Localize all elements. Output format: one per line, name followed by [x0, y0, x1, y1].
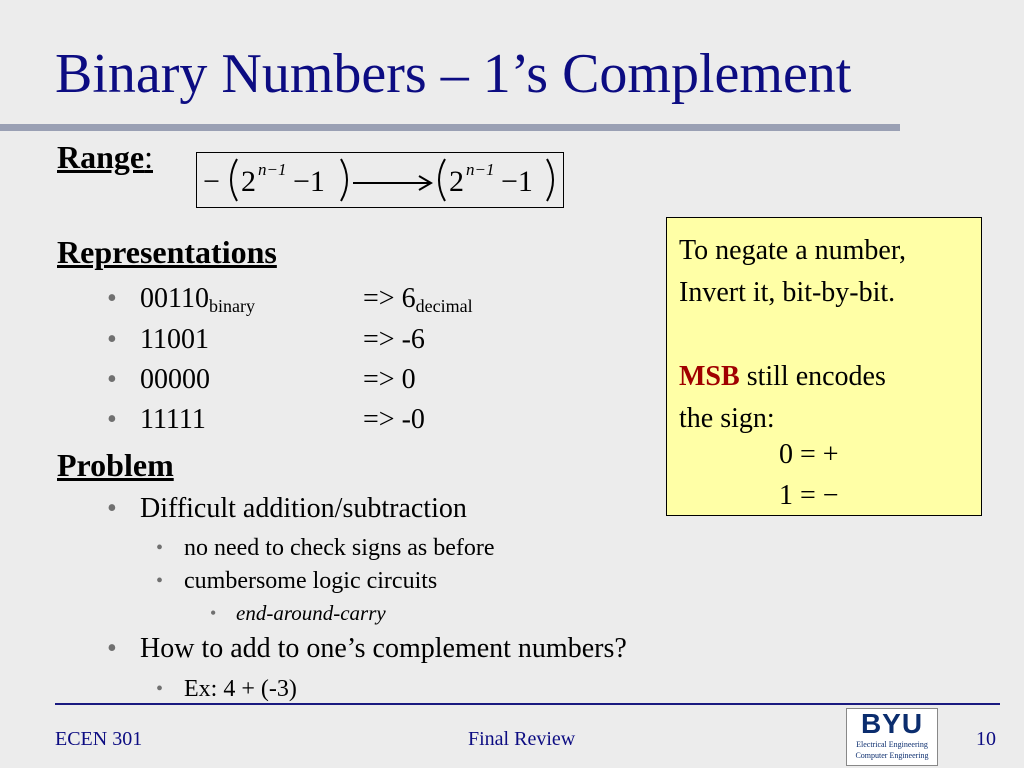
byu-logo: [846, 708, 938, 766]
formula-minus-one-1: −1: [293, 165, 325, 198]
representation-code-sub: binary: [208, 296, 255, 316]
representations-heading: Representations: [57, 234, 277, 270]
sign-row-zero: 0 = +: [779, 439, 839, 470]
problem-subitem: [156, 535, 495, 561]
problem-item-text: Difficult addition/subtraction: [140, 493, 467, 524]
representation-item: [107, 404, 425, 436]
problem-heading: Problem: [57, 447, 174, 483]
representation-code: 00110: [140, 283, 209, 314]
formula-exp-1: n−1: [258, 160, 287, 179]
title-divider: [0, 124, 900, 131]
note-line-rest: still encodes: [739, 361, 886, 392]
problem-subitem-text: no need to check signs as before: [184, 535, 495, 561]
representation-value-sub: decimal: [415, 296, 473, 316]
representation-code: 11111: [140, 404, 206, 435]
note-line: To negate a number,: [679, 235, 907, 266]
representation-value: => 0: [363, 364, 416, 395]
range-formula: [196, 152, 564, 208]
bullet-dot: •: [156, 570, 164, 592]
bullet-dot: •: [210, 603, 217, 623]
representation-item: [107, 364, 416, 396]
note-spacer: [679, 314, 969, 356]
bullet-dot: •: [107, 493, 117, 524]
representation-item: [107, 324, 425, 356]
problem-item: [107, 493, 467, 525]
range-colon: :: [144, 139, 153, 175]
note-line: Invert it, bit-by-bit.: [679, 277, 896, 308]
formula-minus-one-2: −1: [501, 165, 533, 198]
problem-subsubitem: [210, 601, 386, 625]
bullet-dot: •: [156, 678, 164, 700]
representation-value: => -0: [363, 404, 425, 435]
problem-subsubitem-text: end-around-carry: [236, 601, 386, 625]
representation-value: => -6: [363, 324, 425, 355]
bullet-dot: •: [107, 324, 117, 355]
bullet-dot: •: [107, 364, 117, 395]
formula-left-paren-2: [439, 159, 445, 201]
footer-divider: [55, 703, 1000, 705]
formula-right-paren-2: [547, 159, 553, 201]
msb-label: MSB: [679, 361, 740, 392]
bullet-dot: •: [107, 633, 117, 664]
bullet-dot: •: [107, 283, 117, 314]
note-line: the sign:: [679, 403, 775, 434]
footer-course: ECEN 301: [55, 728, 143, 750]
problem-subitem-text: Ex: 4 + (-3): [184, 676, 297, 702]
note-line: [679, 356, 969, 398]
bullet-dot: •: [156, 537, 164, 559]
problem-item-text: How to add to one’s complement numbers?: [140, 633, 627, 664]
formula-base-2: 2: [449, 165, 464, 198]
slide-title: Binary Numbers – 1’s Complement: [55, 43, 852, 105]
formula-left-paren-1: [231, 159, 237, 201]
note-box: [666, 217, 982, 516]
logo-subtext: Computer Engineering: [855, 751, 929, 760]
representation-item: [107, 283, 473, 316]
bullet-dot: •: [107, 404, 117, 435]
footer-title: Final Review: [468, 728, 576, 750]
formula-base-1: 2: [241, 165, 256, 198]
logo-subtext: Electrical Engineering: [856, 740, 928, 749]
range-heading-label: Range: [57, 139, 145, 175]
sign-row-one: 1 = −: [779, 480, 839, 511]
representation-value: [363, 284, 473, 315]
representation-code: 00000: [140, 364, 210, 395]
problem-subitem: [156, 676, 297, 702]
page-number: 10: [976, 728, 996, 750]
representation-code: 11001: [140, 324, 209, 355]
formula-minus: −: [203, 165, 220, 198]
problem-item: [107, 633, 627, 665]
range-heading: [57, 140, 153, 175]
logo-text: BYU: [860, 708, 924, 739]
problem-subitem-text: cumbersome logic circuits: [184, 568, 438, 594]
formula-right-paren-1: [341, 159, 347, 201]
problem-subitem: [156, 568, 438, 594]
representation-value-text: => 6: [363, 283, 416, 314]
formula-exp-2: n−1: [466, 160, 495, 179]
